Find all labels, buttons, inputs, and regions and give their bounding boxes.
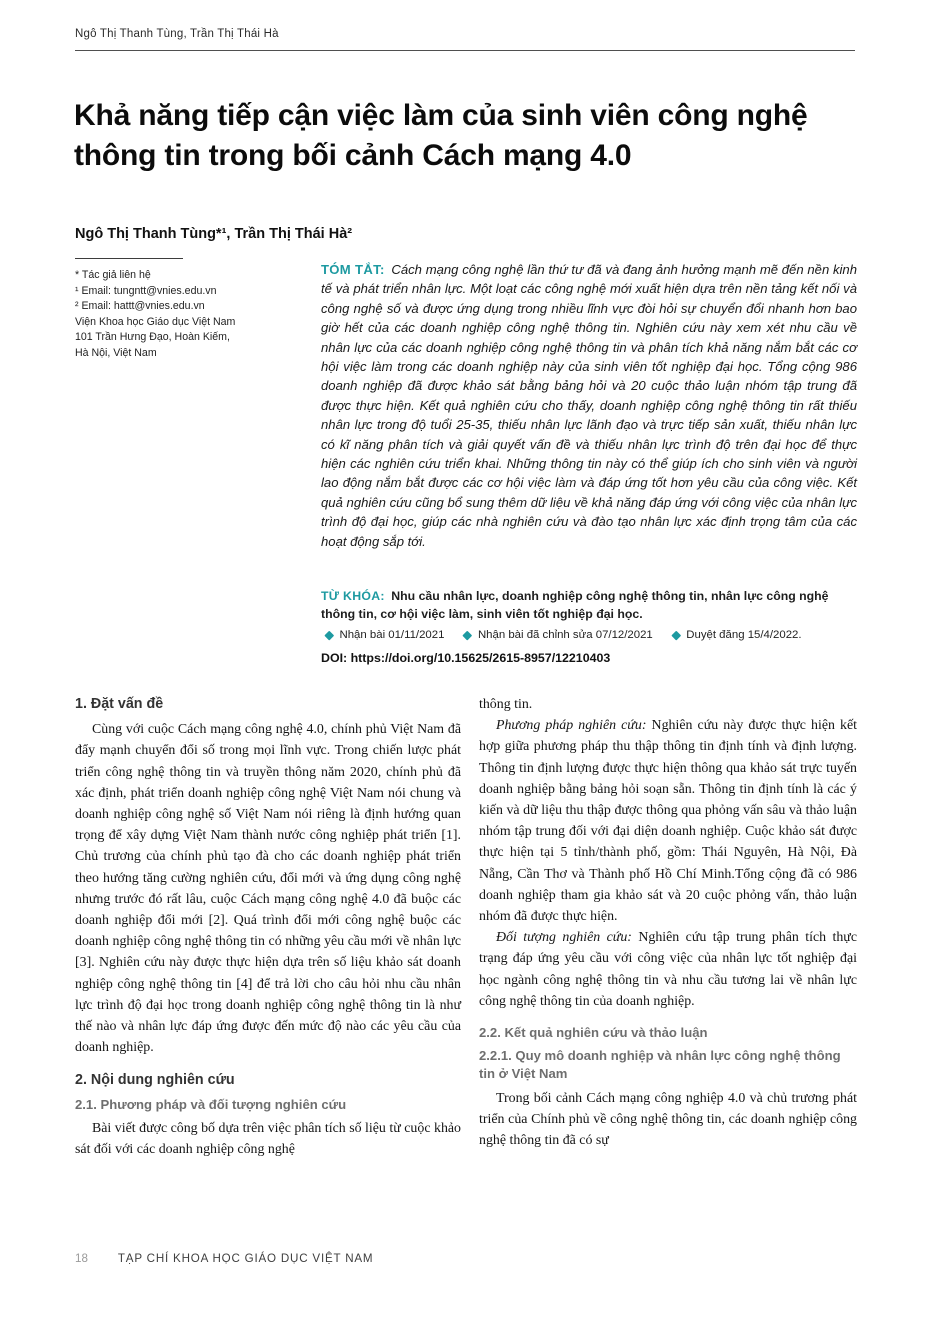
paragraph-methods-start: Bài viết được công bố dựa trên việc phân tích số liệu từ cuộc khảo sát đối với các doanh nghiệp công nghệ (75, 1121, 461, 1158)
diamond-icon (463, 630, 472, 639)
subsection-heading-2-2-1: 2.2.1. Quy mô doanh nghiệp và nhân lực công nghệ thông tin ở Việt Nam (479, 1047, 841, 1082)
date-received (326, 629, 444, 641)
article-title: Khả năng tiếp cận việc làm của sinh viên công nghệ thông tin trong bối cảnh Cách mạng 4.0 (74, 99, 808, 172)
date-accepted (673, 629, 802, 641)
research-subject-text: Nghiên cứu tập trung phân tích thực trạng đáp ứng yêu cầu với công việc của nhân lực tốt nghiệp đại học ngành công nghệ thông tin và nhu cầu tương lai về nhân lực công nghệ thông tin của doanh nghiệp. (479, 930, 857, 1009)
research-subject-label: Đối tượng nghiên cứu: (496, 930, 632, 946)
section-heading-1: 1. Đặt vấn đề (75, 696, 164, 712)
research-method-text: Nghiên cứu này được thực hiện kết hợp giữa phương pháp thu thập thông tin định tính và định lượng. Thông tin định lượng được thực hiện thông qua khảo sát trực tuyến doanh nghiệp bằng bảng hỏi soạn sẵn. Thông tin định tính là các ý kiến và dữ liệu thu thập được thông qua phỏng vấn sâu và thảo luận nhóm tập trung đối với đại diện doanh nghiệp. Cuộc khảo sát được thực hiện tại 5 tỉnh/thành phố, gồm: Thái Nguyên, Hà Nội, Đà Nẵng, Cần Thơ và Thành phố Hồ Chí Minh.Tổng cộng đã có 986 doanh nghiệp tham gia khảo sát và 20 cuộc phỏng vấn, thảo luận nhóm đã được thực hiện. (479, 718, 857, 925)
body-column-right (479, 694, 857, 1151)
paragraph-research-subject (479, 927, 857, 1012)
keywords-text: Nhu cầu nhân lực, doanh nghiệp công nghệ thông tin, nhân lực công nghệ thông tin, cơ hội việc làm, sinh viên tốt nghiệp đại học. (321, 589, 829, 621)
corresponding-author-note: * Tác giả liên hệ (75, 269, 151, 281)
paragraph-intro: Cùng với cuộc Cách mạng công nghệ 4.0, chính phủ Việt Nam đã đẩy mạnh chuyển đổi số trong mọi lĩnh vực. Trong chiến lược phát triển công nghệ thông tin và truyền thông năm 2020, chính phủ đã xác định, phát triển doanh nghiệp công nghệ Việt Nam nói chung và doanh nghiệp công nghệ số Việt Nam nói riêng là định hướng quan trọng để xây dựng Việt Nam thành nước công nghiệp phát triển [1]. Chủ trương của chính phủ tạo đà cho các doanh nghiệp phát triển theo hướng tăng cường nghiên cứu, đổi mới và ứng dụng công nghệ nhưng trước đó rất lâu, cuộc Cách mạng công nghệ 4.0 đã buộc các doanh nghiệp đổi mới [2]. Quá trình đổi mới công nghệ buộc các doanh nghiệp công nghệ thông tin có những yêu cầu mới về nhân lực [3]. Nghiên cứu này được thực hiện dựa trên số liệu khảo sát doanh nghiệp công nghệ thông tin [4] để trả lời cho câu hỏi nhu cầu nhân lực trình độ đại học trong doanh nghiệp công nghệ thông tin là như thế nào và nhân lực đáp ứng được đến mức độ nào các yêu cầu của doanh nghiệp. (75, 722, 461, 1056)
article-dates (326, 629, 866, 641)
subsection-heading-2-2: 2.2. Kết quả nghiên cứu và thảo luận (479, 1025, 708, 1041)
research-method-label: Phương pháp nghiên cứu: (496, 718, 647, 734)
diamond-icon (671, 630, 680, 639)
body-column-left (75, 694, 461, 1161)
contact-block (75, 268, 290, 362)
date-revised (464, 629, 652, 641)
footer-page-number: 18 (75, 1252, 88, 1265)
abstract-section (321, 260, 857, 551)
author1-email: ¹ Email: tungntt@vnies.edu.vn (75, 284, 217, 297)
abstract-label: TÓM TẮT: (321, 262, 385, 277)
abstract-text: Cách mạng công nghệ lần thứ tư đã và đang ảnh hưởng mạnh mẽ đến nền kinh tế và phát triển nhân lực. Một loạt các công nghệ mới xuất hiện dựa trên nền tảng kết nối và công nghệ số và được ứng dụng trong nhiều lĩnh vực đòi hỏi sự chuyển đổi nhanh hơn bao giờ hết của các doanh nghiệp công nghệ thông tin. Nghiên cứu này xem xét nhu cầu về nhân lực của các doanh nghiệp công nghệ thông tin và phân tích khả năng nắm bắt các cơ hội việc làm trong các doanh nghiệp này của sinh viên tốt nghiệp đại học. Tổng cộng 986 doanh nghiệp đã được khảo sát bằng bảng hỏi và 20 cuộc thảo luận nhóm tập trung đã được thực hiện. Kết quả nghiên cứu cho thấy, doanh nghiệp công nghệ thông tin rất thiếu nhân lực trong độ tuổi 25-35, thiếu nhân lực lãnh đạo và trực tiếp sản xuất, thiếu nhân lực có kĩ năng phân tích và giải quyết vấn đề và thiếu nhân lực trình độ trên đại học để thực hiện các nghiên cứu triển khai. Những thông tin này có thể giúp ích cho sinh viên và người lao động nắm bắt được các cơ hội việc làm và đáp ứng tốt hơn yêu cầu của công việc. Kết quả nghiên cứu cũng bổ sung thêm dữ liệu về khả năng đáp ứng với công việc của nhân lực trình độ đại học, giúp các nhà nghiên cứu và đào tạo nhân lực xác định trọng tâm của các hoạt động sắp tới. (321, 262, 857, 549)
doi-link[interactable]: DOI: https://doi.org/10.15625/2615-8957/12210403 (321, 651, 611, 665)
section-heading-2: 2. Nội dung nghiên cứu (75, 1072, 235, 1089)
paragraph-continuation: thông tin. (479, 697, 533, 712)
affiliation-city: Hà Nội, Việt Nam (75, 346, 157, 359)
paragraph-research-method (479, 715, 857, 927)
keywords-section (321, 588, 857, 623)
diamond-icon (325, 630, 334, 639)
contact-divider (75, 258, 183, 259)
subsection-heading-2-1: 2.1. Phương pháp và đối tượng nghiên cứu (75, 1096, 347, 1112)
running-head-authors: Ngô Thị Thanh Tùng, Trần Thị Thái Hà (75, 28, 279, 40)
affiliation-institute: Viện Khoa học Giáo dục Việt Nam (75, 315, 236, 328)
affiliation-street: 101 Trần Hưng Đạo, Hoàn Kiếm, (75, 331, 230, 344)
paragraph-results-start: Trong bối cảnh Cách mạng công nghiệp 4.0 và chủ trương phát triển của Chính phủ về công nghệ thông tin, các doanh nghiệp công nghệ thông tin đã có sự (479, 1090, 857, 1148)
page-footer (75, 1252, 855, 1265)
date-revised-text: Nhận bài đã chỉnh sửa 07/12/2021 (477, 629, 653, 641)
date-received-text: Nhận bài 01/11/2021 (339, 629, 445, 641)
keywords-label: TỪ KHÓA: (321, 589, 385, 603)
authors-line: Ngô Thị Thanh Tùng*¹, Trần Thị Thái Hà² (75, 226, 353, 242)
author2-email: ² Email: hattt@vnies.edu.vn (75, 300, 205, 313)
footer-journal-name: TẠP CHÍ KHOA HỌC GIÁO DỤC VIỆT NAM (117, 1252, 374, 1265)
running-head-rule (75, 50, 855, 51)
date-accepted-text: Duyệt đăng 15/4/2022. (686, 629, 802, 641)
